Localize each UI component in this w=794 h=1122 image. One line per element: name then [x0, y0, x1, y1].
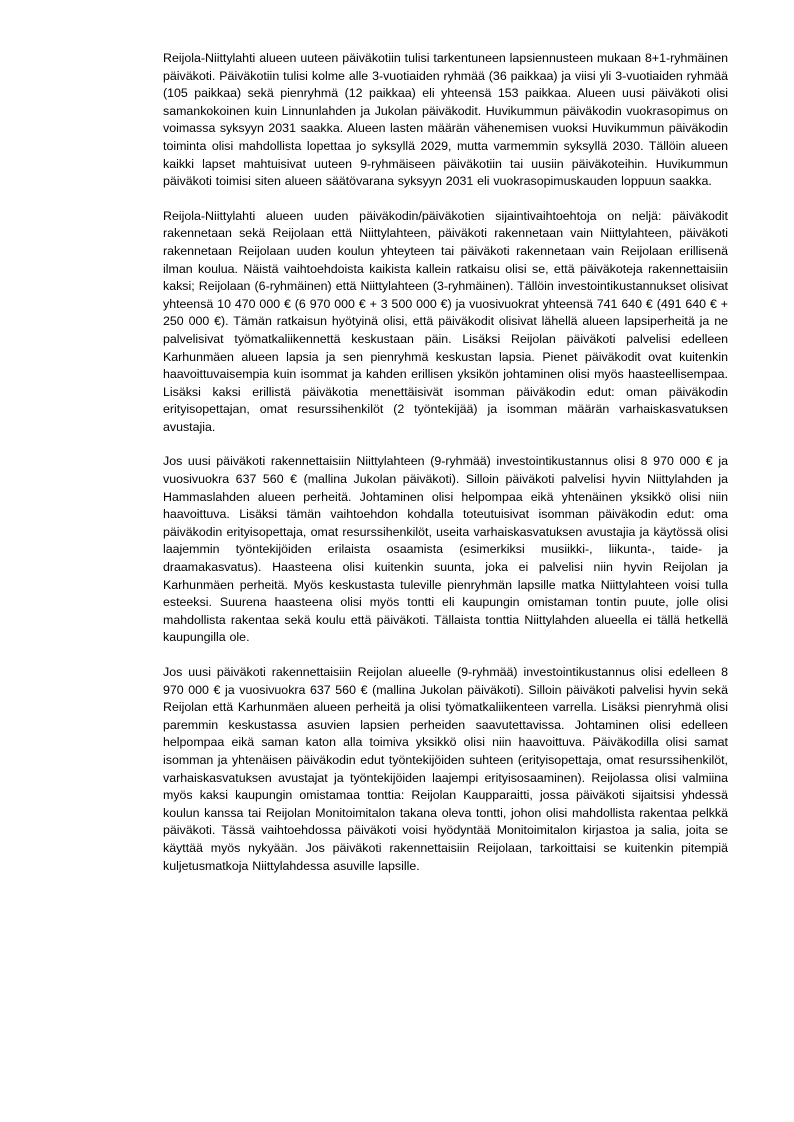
paragraph-1: Reijola-Niittylahti alueen uuteen päiväkotiin tulisi tarkentuneen lapsiennusteen mukaan 8+1-ryhmäinen päiväkoti. Päiväkotiin tulisi kolme alle 3-vuotiaiden ryhmää (36 paikkaa) ja viisi yli 3-vuotiaiden ryhmää (105 paikkaa) sekä pienryhmä (12 paikkaa) eli yhteensä 153 paikkaa. Alueen uusi päiväkoti olisi samankokoinen kuin Linnunlahden ja Jukolan päiväkodit. Huvikummun päiväkodin vuokrasopimus on voimassa syksyyn 2031 saakka. Alueen lasten määrän vähenemisen vuoksi Huvikummun päiväkodin toiminta olisi mahdollista lopettaa jo syksyllä 2029, mutta varmemmin syksyllä 2030. Tällöin alueen kaikki lapset mahtuisivat uuteen 9-ryhmäiseen päiväkotiin tai uusiin päiväkoteihin. Huvikummun päiväkoti toimisi siten alueen säätövarana syksyyn 2031 eli vuokrasopimuskauden loppuun saakka. [163, 51, 728, 189]
paragraph-4: Jos uusi päiväkoti rakennettaisiin Reijolan alueelle (9-ryhmää) investointikustannus olisi edelleen 8 970 000 € ja vuosivuokra 637 560 € (mallina Jukolan päiväkoti). Silloin päiväkoti palvelisi hyvin sekä Reijolan että Karhunmäen alueen perheitä ja olisi työmatkaliikenteen varrella. Lisäksi pienryhmä olisi paremmin keskustassa asuvien lapsien perheiden saavutettavissa. Johtaminen olisi edelleen helpompaa eikä saman katon alla toimiva yksikkö olisi niin haavoittuva. Päiväkodilla olisi samat isomman ja yhtenäisen päiväkodin edut työntekijöiden suhteen (erityisopettaja, omat resurssihenkilöt, varhaiskasvatuksen avustajat ja työntekijöiden laajempi erityisosaaminen). Reijolassa olisi valmiina myös kaksi kaupungin omistamaa tonttia: Reijolan Kaupparaitti, jossa päiväkoti sijaitsisi yhdessä koulun kanssa tai Reijolan Monitoimitalon takana oleva tontti, johon olisi mahdollista rakentaa pelkkä päiväkoti. Tässä vaihtoehdossa päiväkoti voisi hyödyntää Monitoimitalon kirjastoa ja salia, joita se käyttää myös nykyään. Jos päiväkoti rakennettaisiin Reijolaan, tarkoittaisi se kuitenkin pitempiä kuljetusmatkoja Niittylahdessa asuville lapsille. [163, 665, 728, 873]
paragraph-3: Jos uusi päiväkoti rakennettaisiin Niittylahteen (9-ryhmää) investointikustannus olisi 8 970 000 € ja vuosivuokra 637 560 € (mallina Jukolan päiväkoti). Silloin päiväkoti palvelisi hyvin Niittylahden ja Hammaslahden alueen perheitä. Johtaminen olisi helpompaa eikä yhtenäinen yksikkö olisi niin haavoittuva. Lisäksi tämän vaihtoehdon kohdalla toteutuisivat isomman päiväkodin edut: oma päiväkodin erityisopettaja, omat resurssihenkilöt, useita varhaiskasvatuksen avustajia ja käytössä olisi laajemmin työntekijöiden erilaista osaamista (esimerkiksi musiikki-, liikunta-, taide- ja draamakasvatus). Haasteena olisi kuitenkin suunta, joka ei palvelisi niin hyvin Reijolan ja Karhunmäen perheitä. Myös keskustasta tuleville pienryhmän lapsille matka Niittylahteen voisi tulla esteeksi. Suurena haasteena olisi myös tontti eli kaupungin omistaman tontin puute, jolle olisi mahdollista rakentaa sekä koulu että päiväkoti. Tällaista tonttia Niittylahden alueella ei tällä hetkellä kaupungilla ole. [163, 454, 728, 645]
document-body [163, 50, 728, 875]
paragraph-2: Reijola-Niittylahti alueen uuden päiväkodin/päiväkotien sijaintivaihtoehtoja on neljä: päiväkodit rakennetaan sekä Reijolaan että Niittylahteen, päiväkoti rakennetaan vain Niittylahteen, päiväkoti rakennetaan Reijolaan uuden koulun yhteyteen tai päiväkoti rakennetaan vain Reijolaan erillisenä ilman koulua. Näistä vaihtoehdoista kaikista kallein ratkaisu olisi se, että päiväkoteja rakennettaisiin kaksi; Reijolaan (6-ryhmäinen) että Niittylahteen (3-ryhmäinen). Tällöin investointikustannukset olisivat yhteensä 10 470 000 € (6 970 000 € + 3 500 000 €) ja vuosivuokrat yhteensä 741 640 € (491 640 € + 250 000 €). Tämän ratkaisun hyötyinä olisi, että päiväkodit olisivat lähellä alueen lapsiperheitä ja ne palvelisivat työmatkaliikennettä keskustaan päin. Lisäksi Reijolan päiväkoti palvelisi edelleen Karhunmäen alueen lapsia ja sen pienryhmä keskustan lapsia. Pienet päiväkodit ovat kuitenkin haavoittuvaisempia kuin isommat ja kahden erillisen yksikön johtaminen olisi myös haasteellisempaa. Lisäksi kaksi erillistä päiväkotia menettäisivät isomman päiväkodin edut: oman päiväkodin erityisopettajan, omat resurssihenkilöt (2 työntekijää) ja isomman määrän varhaiskasvatuksen avustajia. [163, 208, 728, 434]
